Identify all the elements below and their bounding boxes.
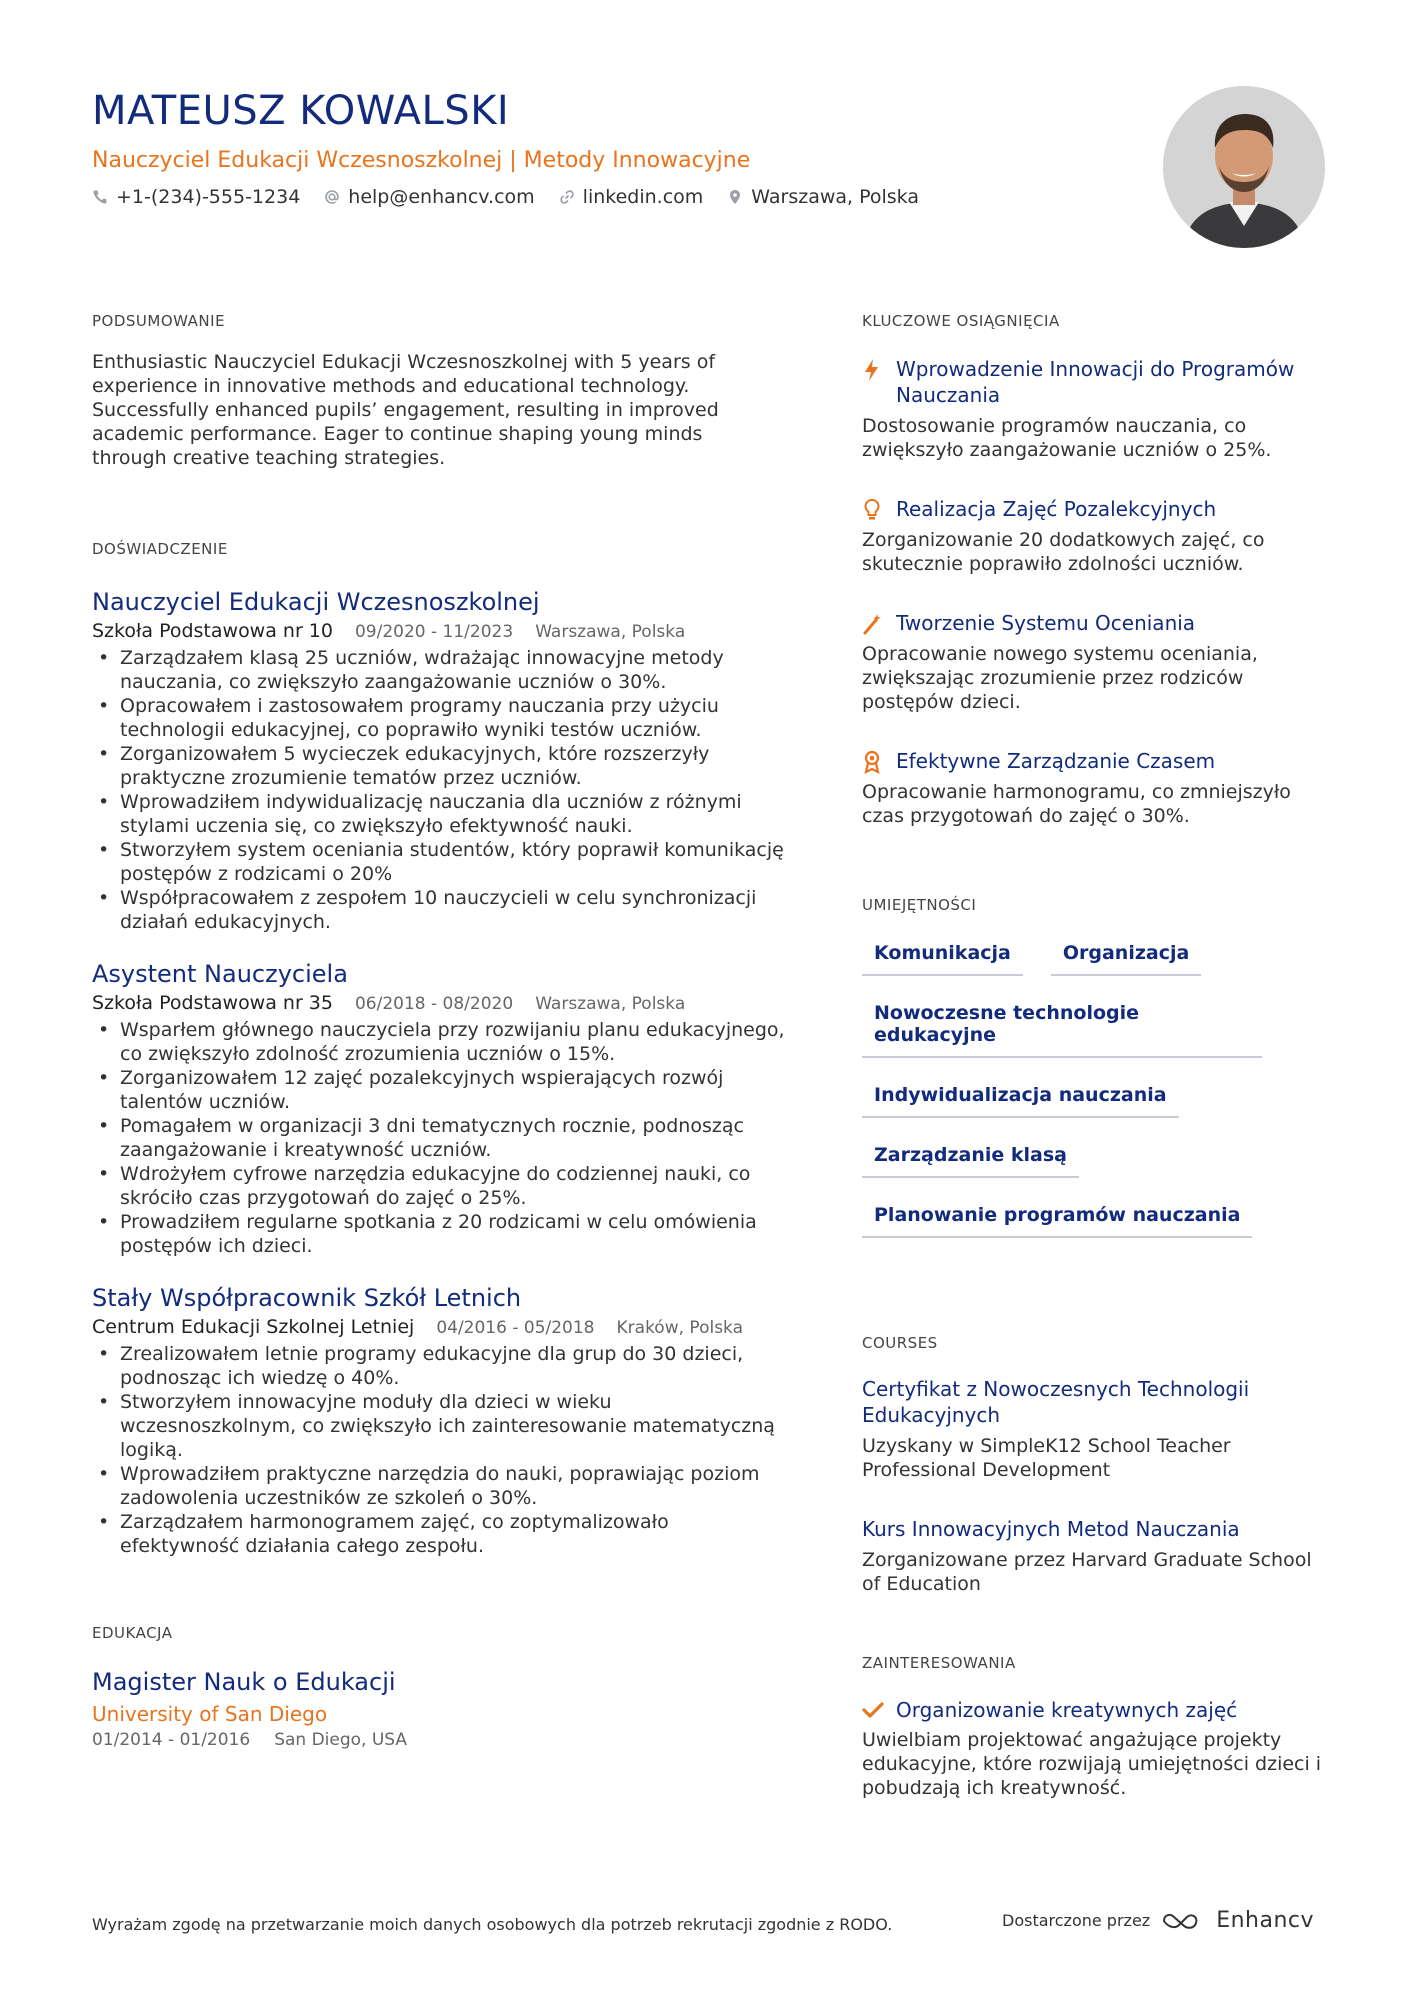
interest-desc: Uwielbiam projektować angażujące projekty edukacyjne, które rozwijają umiejętności dzieci i pobudzają ich kreatywność. <box>862 1729 1322 1799</box>
skill-tag: Organizacja <box>1051 942 1201 976</box>
job-company: Centrum Edukacji Szkolnej Letniej <box>92 1316 415 1338</box>
achievement-head <box>862 748 1332 774</box>
interest-head <box>862 1698 1332 1722</box>
consent-note: Wyrażam zgodę na przetwarzanie moich danych osobowych dla potrzeb rekrutacji zgodnie z RODO. <box>92 1915 893 1934</box>
job-bullet: • Wprowadziłem indywidualizację nauczania dla uczniów z różnymi stylami uczenia się, co zwiększyło efektywność nauki. <box>92 790 792 838</box>
education-meta <box>92 1730 792 1750</box>
achievement-item <box>862 610 1332 714</box>
skills-list <box>862 942 1322 1264</box>
enhancv-logo-icon <box>1160 1909 1206 1933</box>
skill-tag: Indywidualizacja nauczania <box>862 1084 1179 1118</box>
job-bullet: • Pomagałem w organizacji 3 dni tematycznych rocznie, podnosząc zaangażowanie i kreatywność uczniów. <box>92 1114 792 1162</box>
linkedin-text[interactable]: linkedin.com <box>582 186 704 208</box>
course-title: Kurs Innowacyjnych Metod Nauczania <box>862 1517 1240 1541</box>
achievement-item <box>862 496 1332 576</box>
at-icon <box>324 189 340 205</box>
avatar-illustration <box>1163 86 1325 248</box>
contact-phone <box>92 186 300 208</box>
job-bullet: • Wsparłem głównego nauczyciela przy rozwijaniu planu edukacyjnego, co zwiększyło zdolność zrozumienia uczniów o 15%. <box>92 1018 792 1066</box>
job-meta <box>92 620 792 642</box>
summary-heading: PODSUMOWANIE <box>92 312 226 330</box>
job-title: Asystent Nauczyciela <box>92 960 348 988</box>
job-bullets <box>92 646 792 934</box>
job-location: Warszawa, Polska <box>535 622 686 642</box>
skill-tag: Zarządzanie klasą <box>862 1144 1079 1178</box>
link-icon <box>559 189 575 205</box>
course-item <box>862 1516 1332 1596</box>
location-text: Warszawa, Polska <box>751 186 919 208</box>
course-desc: Uzyskany w SimpleK12 School Teacher Professional Development <box>862 1435 1231 1481</box>
contact-email <box>324 186 534 208</box>
magic-wand-icon <box>862 612 882 636</box>
achievement-head <box>862 610 1332 636</box>
achievement-title: Efektywne Zarządzanie Czasem <box>896 749 1216 773</box>
achievements-section <box>862 312 1332 828</box>
profile-photo <box>1163 86 1325 248</box>
job-dates: 09/2020 - 11/2023 <box>354 622 514 642</box>
candidate-name: MATEUSZ KOWALSKI <box>92 88 510 134</box>
contact-row <box>92 186 919 208</box>
achievement-desc: Opracowanie harmonogramu, co zmniejszyło czas przygotowań do zajęć o 30%. <box>862 781 1291 827</box>
interests-section <box>862 1654 1332 1800</box>
job-meta <box>92 1316 792 1338</box>
education-dates: 01/2014 - 01/2016 <box>92 1730 251 1750</box>
footer-brand <box>1002 1908 1314 1933</box>
achievement-desc: Dostosowanie programów nauczania, co zwiększyło zaangażowanie uczniów o 25%. <box>862 415 1272 461</box>
location-pin-icon <box>727 189 743 205</box>
skills-section <box>862 896 1332 1264</box>
course-title: Certyfikat z Nowoczesnych Technologii Edukacyjnych <box>862 1377 1250 1427</box>
lightbulb-icon <box>862 498 882 522</box>
experience-section <box>92 540 792 1558</box>
degree-title: Magister Nauk o Edukacji <box>92 1668 396 1696</box>
skill-tag: Nowoczesne technologie edukacyjne <box>862 1002 1262 1058</box>
job-bullet: • Opracowałem i zastosowałem programy nauczania przy użyciu technologii edukacyjnej, co poprawiło wyniki testów uczniów. <box>92 694 792 742</box>
education-section <box>92 1624 792 1750</box>
job-bullet: • Wdrożyłem cyfrowe narzędzia edukacyjne do codziennej nauki, co skróciło czas przygotowań do zajęć o 25%. <box>92 1162 792 1210</box>
job-bullet: • Stworzyłem innowacyjne moduły dla dzieci w wieku wczesnoszkolnym, co zwiększyło ich zainteresowanie matematyczną logiką. <box>92 1390 792 1462</box>
job-bullet: • Prowadziłem regularne spotkania z 20 rodzicami w celu omówienia postępów ich dzieci. <box>92 1210 792 1258</box>
achievement-title: Tworzenie Systemu Oceniania <box>896 611 1196 635</box>
lightning-icon <box>862 358 882 382</box>
phone-icon <box>92 189 108 205</box>
job-entry <box>92 1284 792 1558</box>
job-bullet: • Zorganizowałem 12 zajęć pozalekcyjnych wspierających rozwój talentów uczniów. <box>92 1066 792 1114</box>
job-title: Nauczyciel Edukacji Wczesnoszkolnej <box>92 588 540 616</box>
job-bullet: • Zarządzałem harmonogramem zajęć, co zoptymalizowało efektywność działania całego zespołu. <box>92 1510 792 1558</box>
contact-location <box>727 186 919 208</box>
courses-heading: COURSES <box>862 1334 938 1352</box>
achievement-desc: Opracowanie nowego systemu oceniania, zwiększając zrozumienie przez rodziców postępów dzieci. <box>862 643 1258 713</box>
interest-title: Organizowanie kreatywnych zajęć <box>896 1698 1238 1722</box>
phone-text[interactable]: +1-(234)-555-1234 <box>116 186 301 208</box>
achievement-item <box>862 356 1332 462</box>
award-icon <box>862 750 882 774</box>
courses-section <box>862 1334 1332 1596</box>
email-text[interactable]: help@enhancv.com <box>348 186 535 208</box>
summary-text: Enthusiastic Nauczyciel Edukacji Wczesnoszkolnej with 5 years of experience in innovative methods and educational technology. Successfully enhanced pupils’ engagement, resulting in improved academic performance. Eager to continue shaping young minds through creative teaching strategies. <box>92 351 719 469</box>
job-company: Szkoła Podstawowa nr 10 <box>92 620 333 642</box>
left-column <box>92 312 792 1750</box>
job-bullets <box>92 1342 792 1558</box>
achievement-head <box>862 356 1332 408</box>
job-bullet: • Zorganizowałem 5 wycieczek edukacyjnych, które rozszerzyły praktyczne zrozumienie tematów przez uczniów. <box>92 742 792 790</box>
education-location: San Diego, USA <box>274 1730 408 1750</box>
skill-tag: Komunikacja <box>862 942 1023 976</box>
job-location: Kraków, Polska <box>616 1318 744 1338</box>
job-entry <box>92 960 792 1258</box>
achievements-heading: KLUCZOWE OSIĄGNIĘCIA <box>862 312 1060 330</box>
achievement-head <box>862 496 1332 522</box>
job-location: Warszawa, Polska <box>535 994 686 1014</box>
summary-section <box>92 312 792 470</box>
job-bullets <box>92 1018 792 1258</box>
achievement-desc: Zorganizowanie 20 dodatkowych zajęć, co skutecznie poprawiło zdolności uczniów. <box>862 529 1265 575</box>
experience-heading: DOŚWIADCZENIE <box>92 540 228 558</box>
job-bullet: • Wprowadziłem praktyczne narzędzia do nauki, poprawiając poziom zadowolenia uczestników ze szkoleń o 30%. <box>92 1462 792 1510</box>
job-entry <box>92 588 792 934</box>
candidate-headline: Nauczyciel Edukacji Wczesnoszkolnej | Metody Innowacyjne <box>92 148 751 173</box>
job-title: Stały Współpracownik Szkół Letnich <box>92 1284 522 1312</box>
checkmark-icon <box>862 1701 884 1719</box>
job-bullet: • Stworzyłem system oceniania studentów, który poprawił komunikację postępów z rodzicami o 20% <box>92 838 792 886</box>
contact-linkedin <box>559 186 704 208</box>
provided-by-text: Dostarczone przez <box>1002 1911 1151 1930</box>
job-bullet: • Zarządzałem klasą 25 uczniów, wdrażając innowacyjne metody nauczania, co zwiększyło zaangażowanie uczniów o 30%. <box>92 646 792 694</box>
job-dates: 06/2018 - 08/2020 <box>354 994 514 1014</box>
course-desc: Zorganizowane przez Harvard Graduate School of Education <box>862 1549 1312 1595</box>
achievement-item <box>862 748 1332 828</box>
job-meta <box>92 992 792 1014</box>
skill-tag: Planowanie programów nauczania <box>862 1204 1252 1238</box>
skills-heading: UMIEJĘTNOŚCI <box>862 896 977 914</box>
brand-name[interactable]: Enhancv <box>1216 1908 1315 1933</box>
education-heading: EDUKACJA <box>92 1624 173 1642</box>
school-name: University of San Diego <box>92 1702 328 1726</box>
job-bullet: • Zrealizowałem letnie programy edukacyjne dla grup do 30 dzieci, podnosząc ich wiedzę o 40%. <box>92 1342 792 1390</box>
job-bullet: • Współpracowałem z zespołem 10 nauczycieli w celu synchronizacji działań edukacyjnych. <box>92 886 792 934</box>
interests-heading: ZAINTERESOWANIA <box>862 1654 1016 1672</box>
job-company: Szkoła Podstawowa nr 35 <box>92 992 333 1014</box>
course-item <box>862 1376 1332 1482</box>
job-dates: 04/2016 - 05/2018 <box>436 1318 595 1338</box>
achievement-title: Wprowadzenie Innowacji do Programów Nauczania <box>896 357 1295 407</box>
right-column <box>862 312 1332 1800</box>
achievement-title: Realizacja Zajęć Pozalekcyjnych <box>896 497 1217 521</box>
